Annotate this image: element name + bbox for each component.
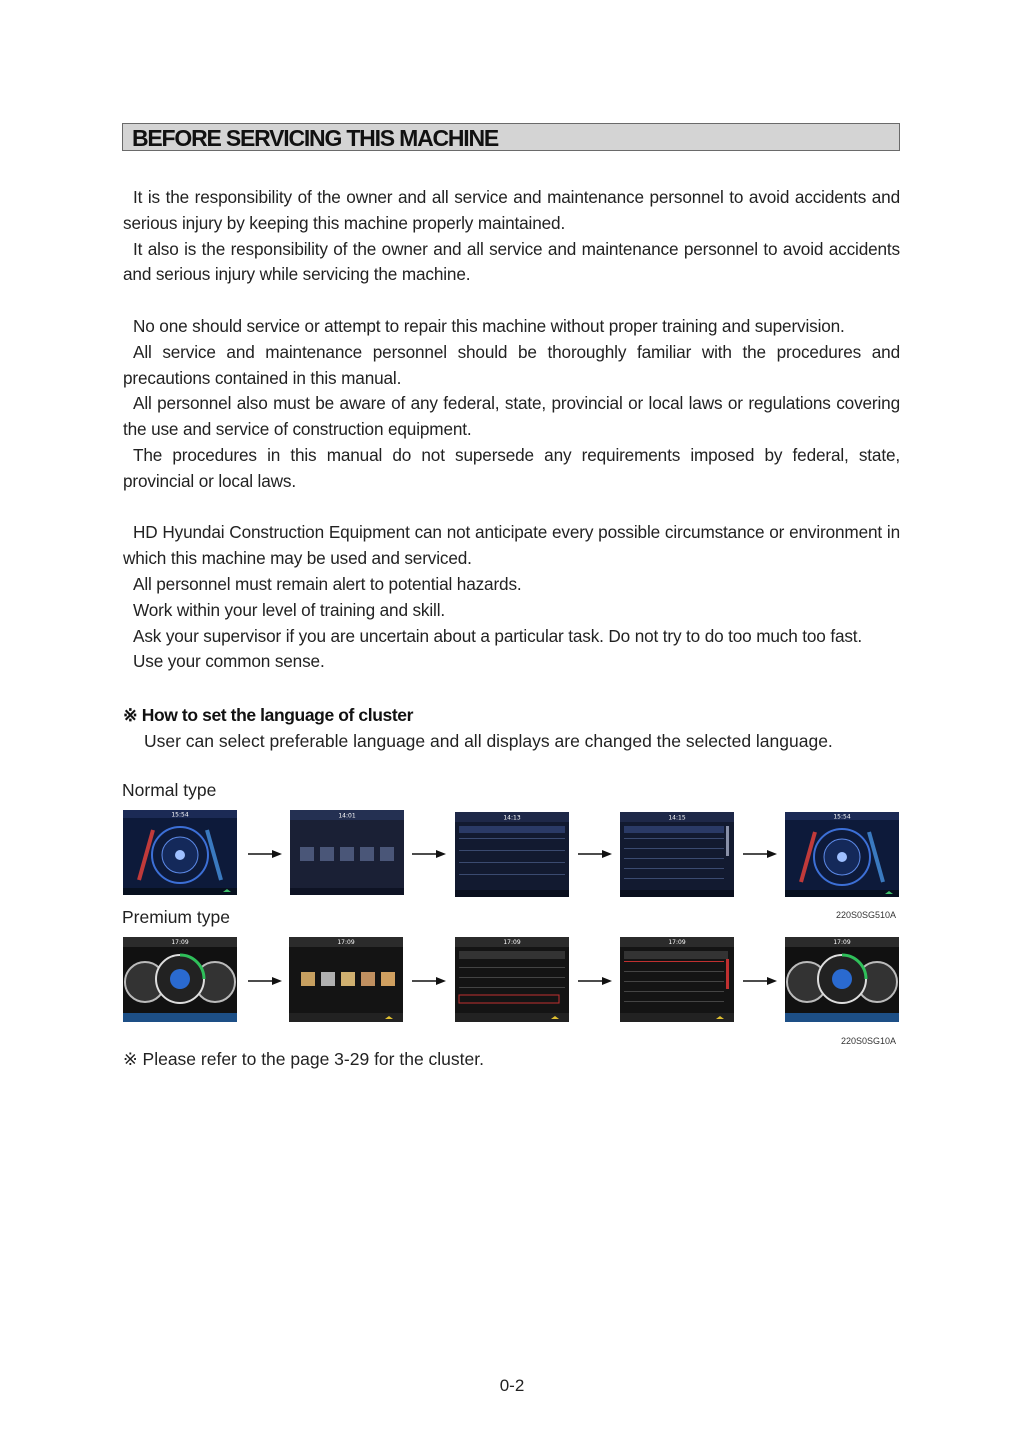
screen-time: 15:54 xyxy=(171,811,189,819)
screen-time: 14:13 xyxy=(503,814,521,822)
premium-gauge-screenshot xyxy=(123,937,237,1022)
paragraph: HD Hyundai Construction Equipment can not anticipate every possible circumstance or environment in which this machine may be used and serviced. xyxy=(123,522,900,569)
paragraph: No one should service or attempt to repair this machine without proper training and supervision. xyxy=(133,315,845,336)
paragraph: All service and maintenance personnel should be thoroughly familiar with the procedures and precautions contained in this manual. xyxy=(123,341,900,388)
premium-display-settings-screenshot xyxy=(455,937,569,1022)
arrow-icon xyxy=(743,976,777,986)
paragraph: Ask your supervisor if you are uncertain about a particular task. Do not try to do too much too fast. xyxy=(133,625,863,646)
page-number: 0-2 xyxy=(499,1376,525,1395)
arrow-icon xyxy=(248,849,282,859)
premium-gauge-result-screenshot xyxy=(785,937,899,1022)
normal-figure-code: 220S0SG510A xyxy=(836,910,897,920)
arrow-icon xyxy=(578,849,612,859)
paragraph: It also is the responsibility of the owner and all service and maintenance personnel to avoid accidents and serious injury while servicing the machine. xyxy=(123,238,900,285)
screen-time: 17:09 xyxy=(171,939,189,946)
arrow-icon xyxy=(412,849,446,859)
section-title-box xyxy=(122,123,900,151)
normal-menu-screenshot xyxy=(290,810,404,895)
normal-type-label: Normal type xyxy=(122,780,217,800)
paragraph: Use your common sense. xyxy=(133,651,325,672)
normal-display-settings-screenshot xyxy=(455,812,569,897)
paragraph: The procedures in this manual do not supersede any requirements imposed by federal, state, provincial or local laws. xyxy=(123,444,900,491)
body-text xyxy=(123,185,900,675)
screen-time: 17:09 xyxy=(668,939,686,946)
arrow-icon xyxy=(412,976,446,986)
screen-time: 17:09 xyxy=(833,939,851,946)
paragraph: All personnel must remain alert to potential hazards. xyxy=(133,573,522,594)
normal-language-setting-screenshot xyxy=(620,812,734,897)
screen-time: 17:09 xyxy=(337,939,355,946)
screen-time: 17:09 xyxy=(503,939,521,946)
language-note-text: User can select preferable language and all displays are changed the selected language. xyxy=(144,731,833,751)
screen-time: 14:01 xyxy=(338,812,356,820)
screen-time: 15:54 xyxy=(833,813,851,821)
paragraph: It is the responsibility of the owner and all service and maintenance personnel to avoid accidents and serious injury by keeping this machine properly maintained. xyxy=(123,187,900,233)
screen-time: 14:15 xyxy=(668,814,686,822)
arrow-icon xyxy=(248,976,282,986)
paragraph: Work within your level of training and skill. xyxy=(133,599,445,620)
arrow-icon xyxy=(743,849,777,859)
cluster-footnote: ※ Please refer to the page 3-29 for the cluster. xyxy=(123,1049,484,1069)
paragraph: All personnel also must be aware of any federal, state, provincial or local laws or regulations covering the use and service of construction equipment. xyxy=(123,393,900,440)
premium-language-setting-screenshot xyxy=(620,937,734,1022)
premium-type-label: Premium type xyxy=(122,907,230,927)
premium-figure-code: 220S0SG10A xyxy=(841,1036,897,1046)
normal-gauge-result-screenshot xyxy=(785,812,899,897)
normal-gauge-screenshot xyxy=(123,810,237,895)
arrow-icon xyxy=(578,976,612,986)
section-title: BEFORE SERVICING THIS MACHINE xyxy=(132,125,499,151)
premium-menu-screenshot xyxy=(289,937,403,1022)
language-note-heading: ※ How to set the language of cluster xyxy=(123,705,414,725)
